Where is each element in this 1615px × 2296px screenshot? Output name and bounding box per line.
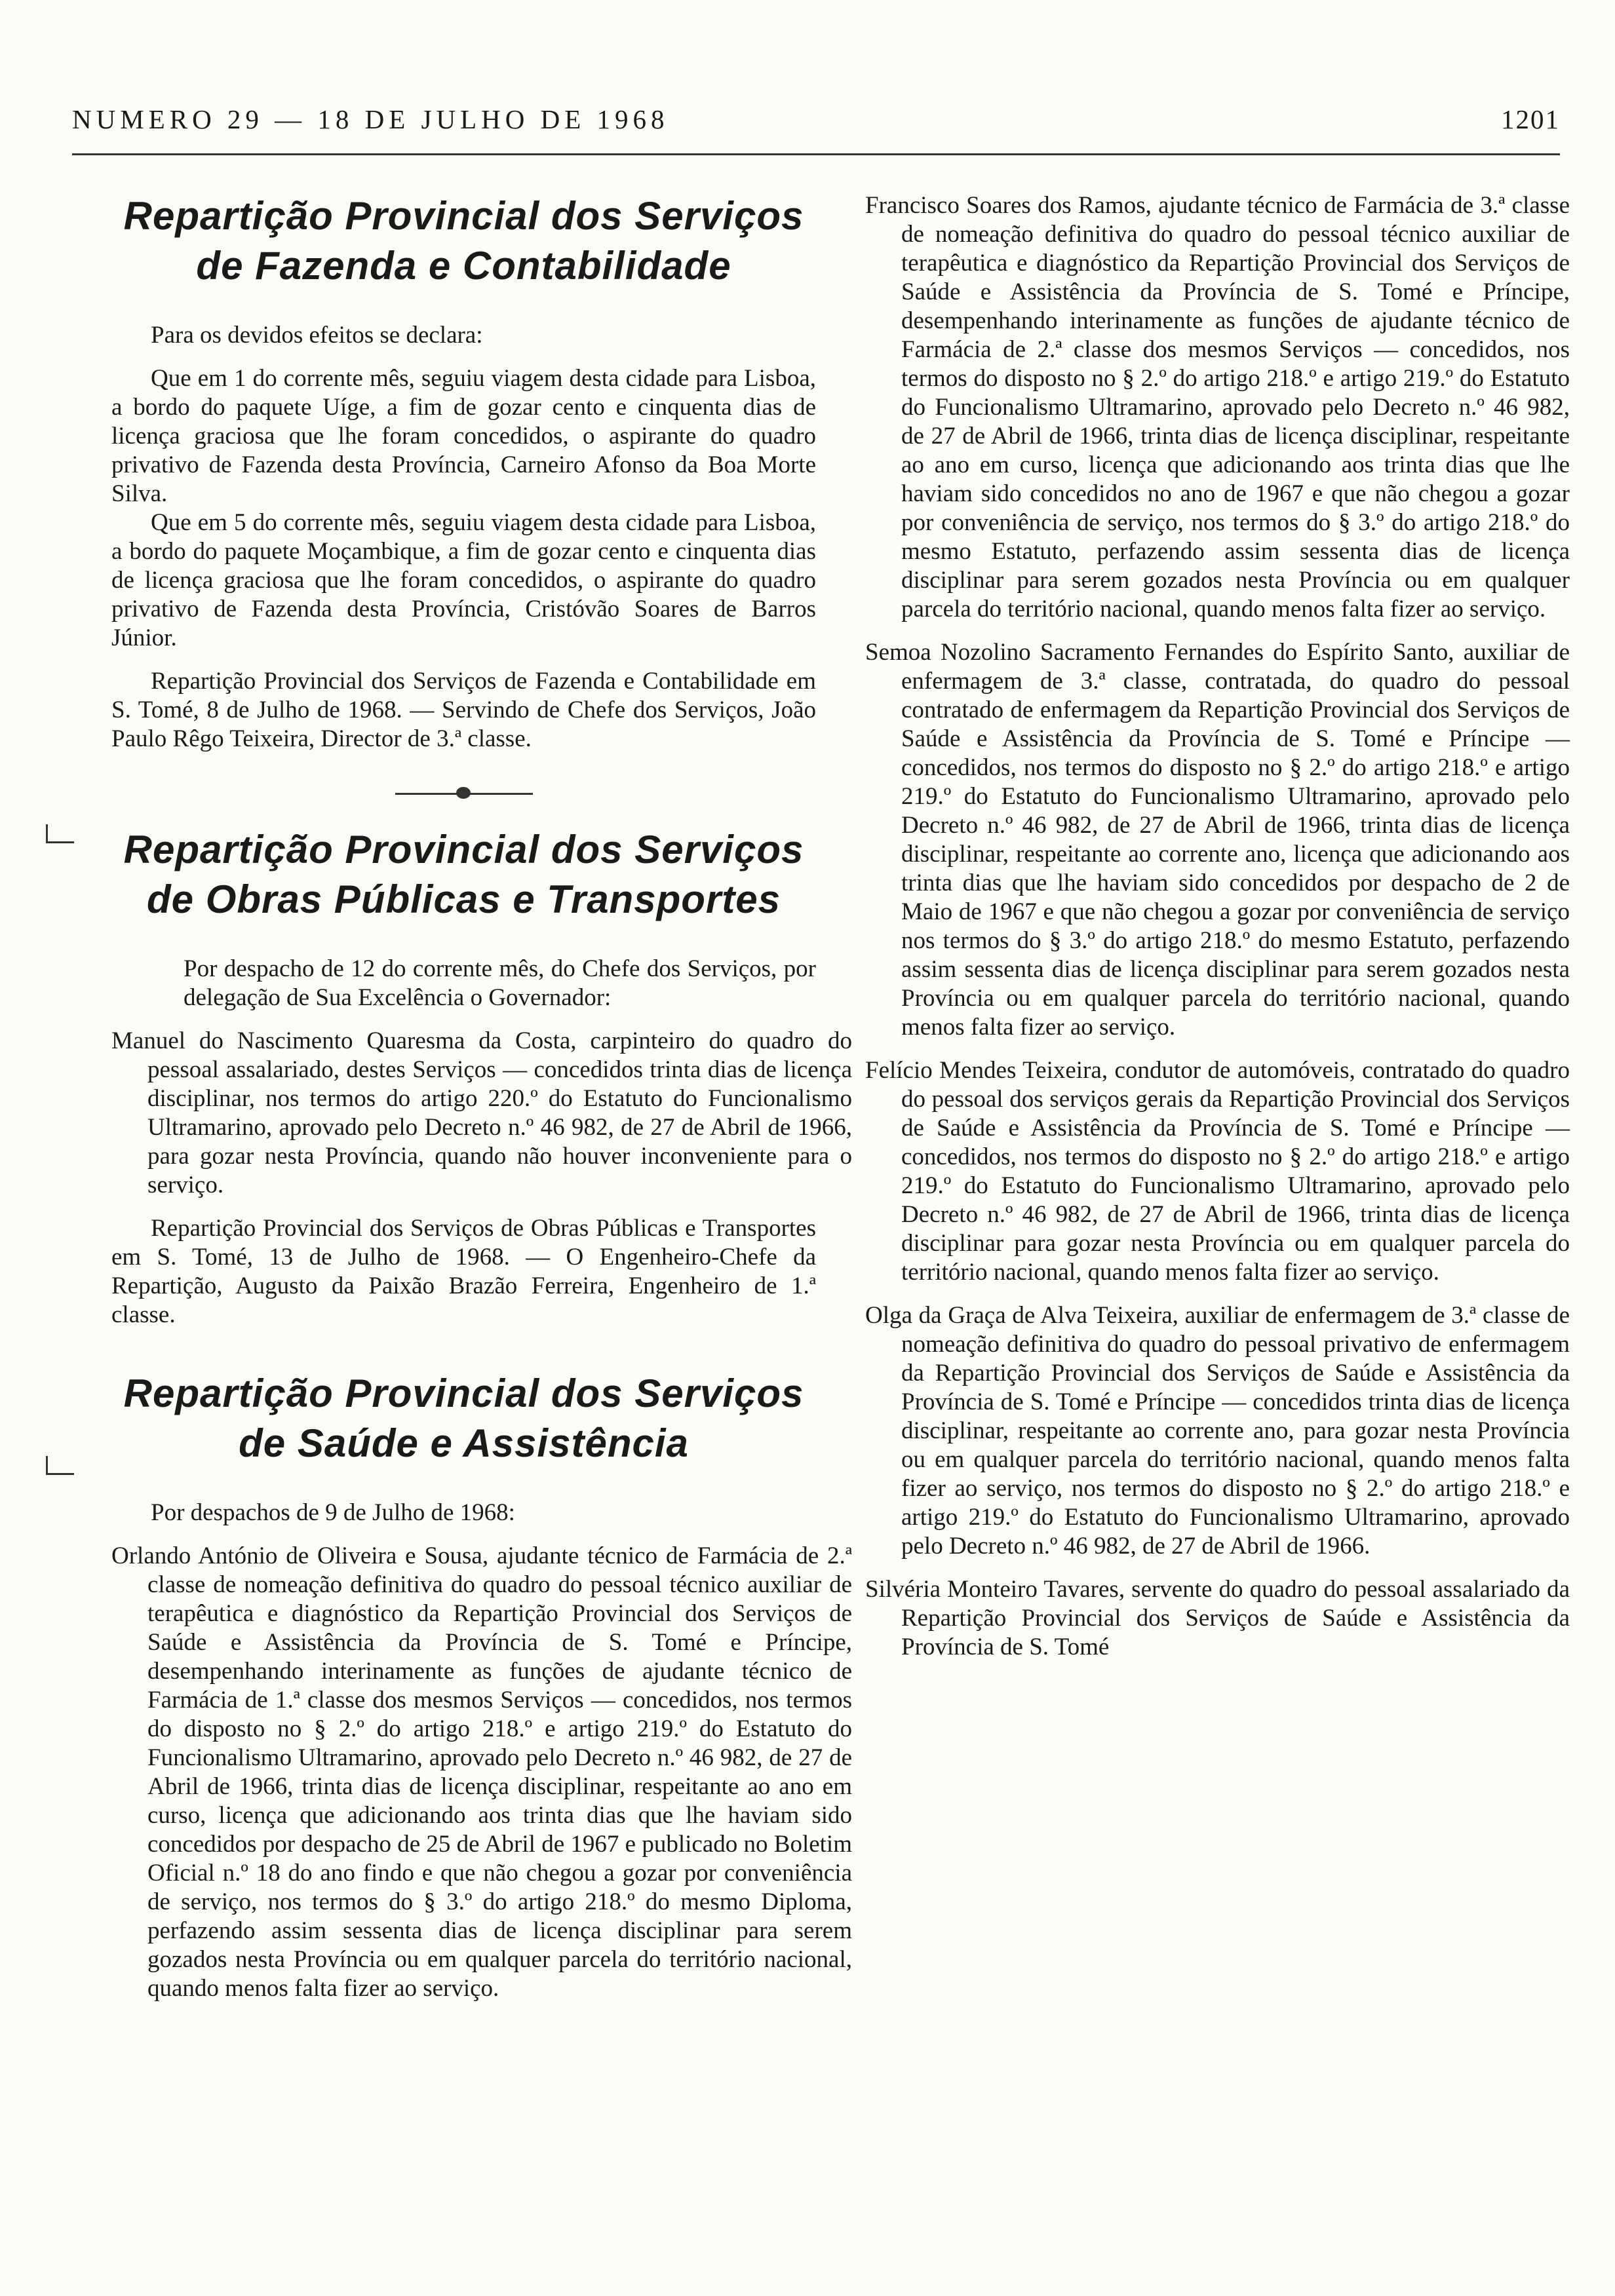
section-title-line: Repartição Provincial dos Serviços	[123, 194, 804, 238]
page-number: 1201	[1501, 104, 1560, 134]
declaration-paragraph: Que em 1 do corrente mês, seguiu viagem desta cidade para Lisboa, a bordo do paquete Uíge, a fim de gozar cento e cinquenta dias de licença graciosa que lhe foram concedidos, o aspirante do quadro privativo de Fazenda desta Província, Carneiro Afonso da Boa Morte Silva.	[111, 365, 816, 507]
section-divider	[395, 793, 533, 795]
dispatch-entry: Silvéria Monteiro Tavares, servente do quadro do pessoal assalariado da Repartição Provincial dos Serviços de Saúde e Assistência da Província de S. Tomé	[865, 1576, 1570, 1660]
dispatch-entry: Felício Mendes Teixeira, condutor de automóveis, contratado do quadro do pessoal dos serviços gerais da Repartição Provincial dos Serviços de Saúde e Assistência da Província de S. Tomé e Príncipe — concedidos, nos termos do disposto no § 2.º do artigo 218.º e artigo 219.º do Estatuto do Funcionalismo Ultramarino, aprovado pelo Decreto n.º 46 982, de 27 de Abril de 1966, trinta dias de licença disciplinar para gozar nesta Província ou em qualquer parcela do território nacional, quando menos falta fizer ao serviço.	[865, 1057, 1570, 1286]
signature-block: Repartição Provincial dos Serviços de Obras Públicas e Transportes em S. Tomé, 13 de Julho de 1968. — O Engenheiro-Chefe da Repartição, Augusto da Paixão Brazão Ferreira, Engenheiro de 1.ª classe.	[111, 1215, 816, 1328]
signature-block: Repartição Provincial dos Serviços de Fazenda e Contabilidade em S. Tomé, 8 de Julho de 1968. — Servindo de Chefe dos Serviços, João Paulo Rêgo Teixeira, Director de 3.ª classe.	[111, 668, 816, 752]
dispatch-entry: Francisco Soares dos Ramos, ajudante técnico de Farmácia de 3.ª classe de nomeação definitiva do quadro do pessoal técnico auxiliar de terapêutica e diagnóstico da Repartição Provincial dos Serviços de Saúde e Assistência da Província de S. Tomé e Príncipe, desempenhando interinamente as funções de ajudante técnico de Farmácia de 2.ª classe dos mesmos Serviços — concedidos, nos termos do disposto no § 2.º do artigo 218.º e artigo 219.º do Estatuto do Funcionalismo Ultramarino, aprovado pelo Decreto n.º 46 982, de 27 de Abril de 1966, trinta dias de licença disciplinar, respeitante ao ano em curso, licença que adicionando aos trinta dias que lhe haviam sido concedidos no ano de 1967 e que não chegou a gozar por conveniência de serviço, nos termos do § 3.º do artigo 218.º do mesmo Estatuto, perfazendo assim sessenta dias de licença disciplinar para serem gozados nesta Província ou em qualquer parcela do território nacional, quando menos falta fizer ao serviço.	[865, 192, 1570, 622]
dispatch-entry: Semoa Nozolino Sacramento Fernandes do Espírito Santo, auxiliar de enfermagem de 3.ª classe, contratada, do quadro do pessoal contratado de enfermagem da Repartição Provincial dos Serviços de Saúde e Assistência da Província de S. Tomé e Príncipe — concedidos, nos termos do disposto no § 2.º do artigo 218.º e artigo 219.º do Estatuto do Funcionalismo Ultramarino, aprovado pelo Decreto n.º 46 982, de 27 de Abril de 1966, trinta dias de licença disciplinar, respeitante ao corrente ano, licença que adicionando aos trinta dias que lhe haviam sido concedidos por despacho de 2 de Maio de 1967 e que não chegou a gozar por conveniência de serviço nos termos do § 3.º do artigo 218.º do mesmo Estatuto, perfazendo assim sessenta dias de licença disciplinar para serem gozados nesta Província ou em qualquer parcela do território nacional, quando menos falta fizer ao serviço.	[865, 639, 1570, 1041]
margin-mark	[46, 824, 74, 843]
declaration-paragraph: Que em 5 do corrente mês, seguiu viagem desta cidade para Lisboa, a bordo do paquete Moçambique, a fim de gozar cento e cinquenta dias de licença graciosa que lhe foram concedidos, o aspirante do quadro privativo de Fazenda desta Província, Cristóvão Soares de Barros Júnior.	[111, 509, 816, 651]
right-column	[865, 191, 1570, 1662]
section-title-saude	[111, 1369, 816, 1468]
page-header	[72, 104, 1560, 152]
section-title-obras	[111, 825, 816, 925]
dispatch-intro: Por despachos de 9 de Julho de 1968:	[151, 1499, 515, 1526]
issue-line: NUMERO 29 — 18 DE JULHO DE 1968	[72, 104, 669, 134]
left-column	[111, 191, 852, 2003]
section-title-line: de Saúde e Assistência	[239, 1421, 689, 1465]
header-rule	[72, 153, 1560, 155]
section-title-line: Repartição Provincial dos Serviços	[123, 1371, 804, 1415]
dispatch-entry: Olga da Graça de Alva Teixeira, auxiliar de enfermagem de 3.ª classe de nomeação definitiva do quadro do pessoal privativo de enfermagem da Repartição Provincial dos Serviços de Saúde e Assistência da Província de S. Tomé e Príncipe — concedidos trinta dias de licença disciplinar, respeitante ao corrente ano, para gozar nesta Província ou em qualquer parcela do território nacional, quando menos falta fizer ao serviço, nos termos do disposto no § 2.º do artigo 218.º e artigo 219.º do Estatuto do Funcionalismo Ultramarino, aprovado pelo Decreto n.º 46 982, de 27 de Abril de 1966.	[865, 1302, 1570, 1559]
dispatch-intro: Por despacho de 12 do corrente mês, do Chefe dos Serviços, por delegação de Sua Excelência o Governador:	[184, 955, 816, 1011]
section-title-fazenda	[111, 191, 816, 291]
dispatch-entry: Orlando António de Oliveira e Sousa, ajudante técnico de Farmácia de 2.ª classe de nomeação definitiva do quadro do pessoal técnico auxiliar de terapêutica e diagnóstico da Repartição Provincial dos Serviços de Saúde e Assistência da Província de S. Tomé e Príncipe, desempenhando interinamente as funções de ajudante técnico de Farmácia de 1.ª classe dos mesmos Serviços — concedidos, nos termos do disposto no § 2.º do artigo 218.º e artigo 219.º do Estatuto do Funcionalismo Ultramarino, aprovado pelo Decreto n.º 46 982, de 27 de Abril de 1966, trinta dias de licença disciplinar, respeitante ao ano em curso, licença que adicionando aos trinta dias que lhe haviam sido concedidos por despacho de 25 de Abril de 1967 e publicado no Boletim Oficial n.º 18 do ano findo e que não chegou a gozar por conveniência de serviço, nos termos do § 3.º do artigo 218.º do mesmo Diploma, perfazendo assim sessenta dias de licença disciplinar para serem gozados nesta Província ou em qualquer parcela do território nacional, quando menos falta fizer ao serviço.	[111, 1542, 852, 2002]
section-title-line: de Obras Públicas e Transportes	[147, 877, 781, 921]
dispatch-entry: Manuel do Nascimento Quaresma da Costa, carpinteiro do quadro do pessoal assalariado, destes Serviços — concedidos trinta dias de licença disciplinar, nos termos do artigo 220.º do Estatuto do Funcionalismo Ultramarino, aprovado pelo Decreto n.º 46 982, de 27 de Abril de 1966, para gozar nesta Província, quando não houver inconveniente para o serviço.	[111, 1027, 852, 1198]
margin-mark	[46, 1456, 74, 1475]
declaration-intro: Para os devidos efeitos se declara:	[151, 322, 483, 349]
section-title-line: de Fazenda e Contabilidade	[196, 244, 731, 288]
section-title-line: Repartição Provincial dos Serviços	[123, 828, 804, 871]
